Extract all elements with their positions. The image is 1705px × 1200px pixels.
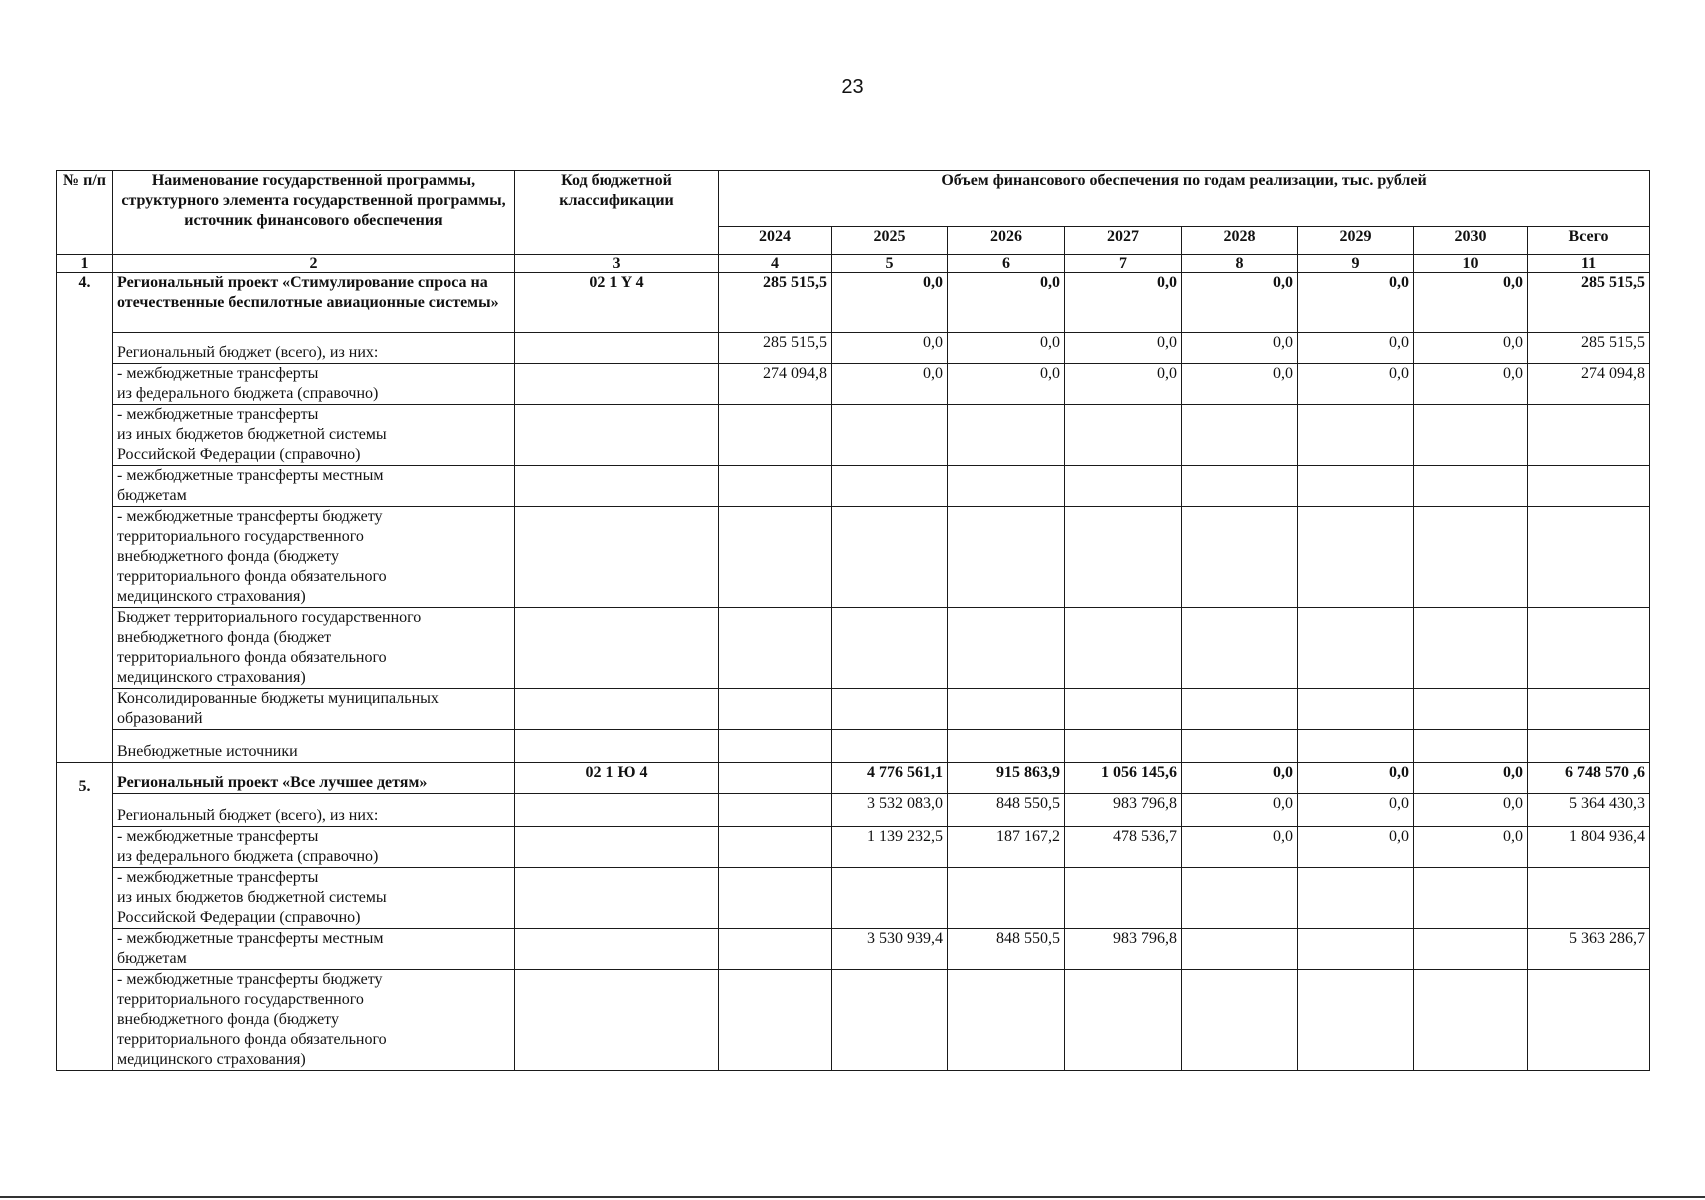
row-name: - межбюджетные трансферты бюджету территориального государственного внебюджетного фонда (бюджету территориального фонда обязательного медицинского страхования): [113, 507, 515, 608]
row-name: - межбюджетные трансферты бюджету территориального государственного внебюджетного фонда (бюджету территориального фонда обязательного медицинского страхования): [113, 970, 515, 1071]
budget-code: [515, 730, 719, 763]
source-row: [57, 827, 1650, 868]
value-cell: 0,0: [1298, 333, 1414, 364]
budget-code: [515, 970, 719, 1071]
budget-code: [515, 405, 719, 466]
value-cell: [1414, 730, 1528, 763]
value-cell: [719, 689, 832, 730]
value-cell: 0,0: [1182, 827, 1298, 868]
column-number: 3: [515, 255, 719, 273]
value-cell: [1065, 689, 1182, 730]
value-cell: 1 056 145,6: [1065, 763, 1182, 794]
value-cell: [948, 507, 1065, 608]
value-cell: [719, 608, 832, 689]
value-cell: [1065, 608, 1182, 689]
value-cell: [1414, 466, 1528, 507]
value-cell: [1182, 689, 1298, 730]
value-cell: 0,0: [832, 273, 948, 333]
value-cell: 274 094,8: [1528, 364, 1650, 405]
value-cell: [1528, 689, 1650, 730]
page-bottom-edge: [0, 1196, 1705, 1198]
value-cell: [1414, 929, 1528, 970]
value-cell: 848 550,5: [948, 794, 1065, 827]
value-cell: [1182, 730, 1298, 763]
row-name: Консолидированные бюджеты муниципальных образований: [113, 689, 515, 730]
value-cell: [1414, 405, 1528, 466]
value-cell: 0,0: [1414, 273, 1528, 333]
value-cell: 1 804 936,4: [1528, 827, 1650, 868]
value-cell: 983 796,8: [1065, 929, 1182, 970]
value-cell: [1414, 507, 1528, 608]
source-row: [57, 608, 1650, 689]
row-name: Региональный бюджет (всего), из них:: [113, 794, 515, 827]
value-cell: 285 515,5: [719, 273, 832, 333]
row-name: - межбюджетные трансферты из федерального бюджета (справочно): [113, 364, 515, 405]
value-cell: 285 515,5: [1528, 333, 1650, 364]
column-number: 10: [1414, 255, 1528, 273]
value-cell: [1298, 929, 1414, 970]
value-cell: [719, 794, 832, 827]
column-number: 8: [1182, 255, 1298, 273]
value-cell: 0,0: [832, 364, 948, 405]
value-cell: 0,0: [832, 333, 948, 364]
header-year: 2029: [1298, 227, 1414, 255]
budget-code: [515, 507, 719, 608]
value-cell: [1298, 970, 1414, 1071]
source-row: [57, 689, 1650, 730]
value-cell: 0,0: [1182, 273, 1298, 333]
source-row: [57, 730, 1650, 763]
source-row: [57, 364, 1650, 405]
value-cell: 1 139 232,5: [832, 827, 948, 868]
value-cell: 0,0: [1182, 333, 1298, 364]
value-cell: 0,0: [1414, 333, 1528, 364]
value-cell: [948, 689, 1065, 730]
source-row: [57, 868, 1650, 929]
value-cell: 0,0: [1414, 794, 1528, 827]
value-cell: [1182, 970, 1298, 1071]
value-cell: [719, 868, 832, 929]
value-cell: 0,0: [1298, 273, 1414, 333]
row-name: - межбюджетные трансферты местным бюджетам: [113, 466, 515, 507]
value-cell: [719, 929, 832, 970]
value-cell: [1065, 970, 1182, 1071]
project-row: [57, 273, 1650, 333]
value-cell: [948, 405, 1065, 466]
header-name: Наименование государственной программы, структурного элемента государственной программы, источник финансового обеспечения: [113, 171, 515, 255]
value-cell: [719, 730, 832, 763]
value-cell: 0,0: [1414, 763, 1528, 794]
value-cell: 0,0: [1182, 763, 1298, 794]
value-cell: [1298, 405, 1414, 466]
value-cell: [1528, 970, 1650, 1071]
value-cell: 0,0: [1298, 763, 1414, 794]
header-year: Всего: [1528, 227, 1650, 255]
section-number: 4.: [57, 273, 113, 763]
source-row: [57, 405, 1650, 466]
header-volume: Объем финансового обеспечения по годам реализации, тыс. рублей: [719, 171, 1650, 227]
value-cell: [1528, 730, 1650, 763]
value-cell: [1528, 466, 1650, 507]
value-cell: 0,0: [1065, 273, 1182, 333]
value-cell: [1065, 868, 1182, 929]
value-cell: [1298, 689, 1414, 730]
row-name: - межбюджетные трансферты из иных бюджетов бюджетной системы Российской Федерации (справочно): [113, 405, 515, 466]
source-row: [57, 794, 1650, 827]
value-cell: 274 094,8: [719, 364, 832, 405]
value-cell: 0,0: [1414, 827, 1528, 868]
project-row: [57, 763, 1650, 794]
budget-code: [515, 868, 719, 929]
budget-code: [515, 827, 719, 868]
value-cell: [1298, 868, 1414, 929]
value-cell: [719, 466, 832, 507]
table-header: [57, 171, 1650, 273]
value-cell: 0,0: [1065, 333, 1182, 364]
value-cell: 285 515,5: [719, 333, 832, 364]
value-cell: [1414, 608, 1528, 689]
value-cell: 5 364 430,3: [1528, 794, 1650, 827]
column-number: 9: [1298, 255, 1414, 273]
value-cell: [1065, 507, 1182, 608]
value-cell: [948, 608, 1065, 689]
header-number: № п/п: [57, 171, 113, 255]
value-cell: [1528, 405, 1650, 466]
budget-code: [515, 466, 719, 507]
value-cell: 187 167,2: [948, 827, 1065, 868]
budget-code: 02 1 Ю 4: [515, 763, 719, 794]
value-cell: [719, 970, 832, 1071]
value-cell: [1182, 466, 1298, 507]
value-cell: [1528, 608, 1650, 689]
value-cell: [1298, 730, 1414, 763]
row-name: Бюджет территориального государственного внебюджетного фонда (бюджет территориального фонда обязательного медицинского страхования): [113, 608, 515, 689]
header-year: 2027: [1065, 227, 1182, 255]
value-cell: [1414, 868, 1528, 929]
header-year: 2025: [832, 227, 948, 255]
value-cell: [719, 827, 832, 868]
value-cell: 0,0: [1298, 794, 1414, 827]
value-cell: 3 530 939,4: [832, 929, 948, 970]
source-row: [57, 929, 1650, 970]
value-cell: 983 796,8: [1065, 794, 1182, 827]
value-cell: 0,0: [948, 333, 1065, 364]
value-cell: [1298, 466, 1414, 507]
value-cell: 0,0: [1298, 364, 1414, 405]
value-cell: 848 550,5: [948, 929, 1065, 970]
row-name: Внебюджетные источники: [113, 730, 515, 763]
value-cell: 0,0: [1182, 794, 1298, 827]
value-cell: [1414, 970, 1528, 1071]
source-row: [57, 466, 1650, 507]
header-year: 2028: [1182, 227, 1298, 255]
column-number: 2: [113, 255, 515, 273]
value-cell: [1065, 405, 1182, 466]
value-cell: [948, 730, 1065, 763]
column-number: 6: [948, 255, 1065, 273]
value-cell: [1528, 507, 1650, 608]
budget-code: [515, 689, 719, 730]
value-cell: [719, 405, 832, 466]
row-name: Региональный проект «Все лучшее детям»: [113, 763, 515, 794]
value-cell: [1182, 929, 1298, 970]
value-cell: [832, 689, 948, 730]
row-name: - межбюджетные трансферты местным бюджетам: [113, 929, 515, 970]
value-cell: [1182, 405, 1298, 466]
value-cell: [1298, 608, 1414, 689]
header-code: Код бюджетной классификации: [515, 171, 719, 255]
value-cell: [832, 507, 948, 608]
value-cell: 6 748 570 ,6: [1528, 763, 1650, 794]
value-cell: 0,0: [1182, 364, 1298, 405]
value-cell: [1182, 608, 1298, 689]
row-name: - межбюджетные трансферты из иных бюджетов бюджетной системы Российской Федерации (справочно): [113, 868, 515, 929]
budget-code: [515, 794, 719, 827]
budget-code: [515, 608, 719, 689]
value-cell: [832, 466, 948, 507]
budget-code: [515, 364, 719, 405]
value-cell: 4 776 561,1: [832, 763, 948, 794]
header-year: 2024: [719, 227, 832, 255]
value-cell: [832, 868, 948, 929]
value-cell: [1065, 466, 1182, 507]
value-cell: 915 863,9: [948, 763, 1065, 794]
row-name: Региональный проект «Стимулирование спроса на отечественные беспилотные авиационные системы»: [113, 273, 515, 333]
value-cell: [832, 730, 948, 763]
value-cell: [948, 466, 1065, 507]
column-number: 4: [719, 255, 832, 273]
value-cell: 0,0: [1298, 827, 1414, 868]
page-number: 23: [841, 76, 864, 98]
row-name: - межбюджетные трансферты из федерального бюджета (справочно): [113, 827, 515, 868]
value-cell: [1414, 689, 1528, 730]
value-cell: [832, 970, 948, 1071]
value-cell: [1298, 507, 1414, 608]
value-cell: 3 532 083,0: [832, 794, 948, 827]
value-cell: 285 515,5: [1528, 273, 1650, 333]
value-cell: [719, 763, 832, 794]
column-number: 5: [832, 255, 948, 273]
value-cell: [1182, 507, 1298, 608]
column-number: 1: [57, 255, 113, 273]
value-cell: [1528, 868, 1650, 929]
table-body: [57, 273, 1650, 1071]
value-cell: [832, 608, 948, 689]
column-numbers-row: [57, 255, 1650, 273]
value-cell: 0,0: [948, 364, 1065, 405]
source-row: [57, 970, 1650, 1071]
column-number: 7: [1065, 255, 1182, 273]
header-year: 2026: [948, 227, 1065, 255]
value-cell: [1182, 868, 1298, 929]
budget-code: [515, 333, 719, 364]
value-cell: 5 363 286,7: [1528, 929, 1650, 970]
source-row: [57, 507, 1650, 608]
value-cell: 0,0: [948, 273, 1065, 333]
value-cell: [948, 970, 1065, 1071]
value-cell: [1065, 730, 1182, 763]
budget-code: [515, 929, 719, 970]
value-cell: [832, 405, 948, 466]
value-cell: [719, 507, 832, 608]
source-row: [57, 333, 1650, 364]
budget-code: 02 1 Y 4: [515, 273, 719, 333]
budget-table: [56, 170, 1650, 1071]
value-cell: 478 536,7: [1065, 827, 1182, 868]
column-number: 11: [1528, 255, 1650, 273]
header-year: 2030: [1414, 227, 1528, 255]
value-cell: [948, 868, 1065, 929]
value-cell: 0,0: [1065, 364, 1182, 405]
section-number: 5.: [57, 763, 113, 1071]
value-cell: 0,0: [1414, 364, 1528, 405]
row-name: Региональный бюджет (всего), из них:: [113, 333, 515, 364]
